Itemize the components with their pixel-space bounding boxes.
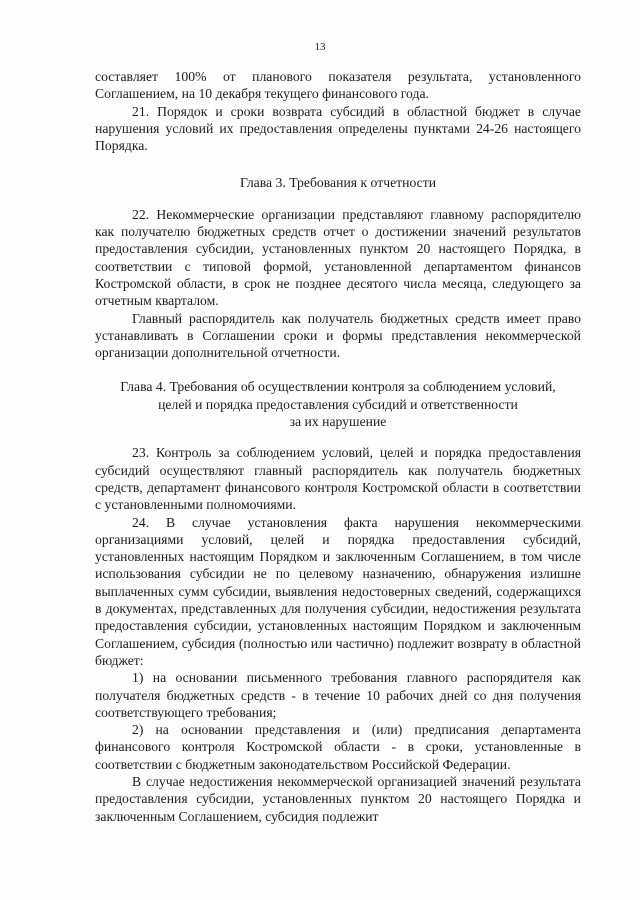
chapter-4-heading-line-2: целей и порядка предоставления субсидий и ответственности	[158, 396, 518, 412]
paragraph-22: 22. Некоммерческие организации представляют главному распорядителю как получателю бюджетных средств отчет о достижении значений результатов предоставления субсидии, установленных пунктом 20 настоящего Порядка, в соответствии с типовой формой, установленной департаментом финансов Костромской области, в срок не позднее десятого числа месяца, следующего за отчетным кварталом.	[95, 206, 581, 309]
paragraph-24-item-1: 1) на основании письменного требования главного распорядителя как получателя бюджетных средств - в течение 10 рабочих дней со дня получения соответствующего требования;	[95, 670, 581, 720]
paragraph-24-item-2: 2) на основании представления и (или) предписания департамента финансового контроля Костромской области - в сроки, установленные в соответствии с бюджетным законодательством Российской Федерации.	[95, 722, 581, 772]
paragraph-24-final: В случае недостижения некоммерческой организацией значений результата предоставления субсидии, установленных пунктом 20 настоящего Порядка и заключенным Соглашением, субсидия подлежит	[95, 773, 581, 824]
chapter-4-heading-line-1: Глава 4. Требования об осуществлении контроля за соблюдением условий,	[120, 379, 556, 395]
chapter-3-heading: Глава 3. Требования к отчетности	[239, 175, 437, 191]
paragraph-continuation: составляет 100% от планового показателя результата, установленного Соглашением, на 10 декабря текущего финансового года.	[95, 69, 581, 102]
page-number: 13	[314, 41, 326, 53]
paragraph-21: 21. Порядок и сроки возврата субсидий в областной бюджет в случае нарушения условий их предоставления определены пунктами 24-26 настоящего Порядка.	[95, 103, 581, 154]
chapter-4-heading	[95, 378, 581, 430]
chapter-4-heading-line-3: за их нарушение	[289, 414, 387, 430]
paragraph-22-continued: Главный распорядитель как получатель бюджетных средств имеет право устанавливать в Соглашении сроки и формы представления некоммерческой организации дополнительной отчетности.	[95, 310, 581, 361]
paragraph-23: 23. Контроль за соблюдением условий, целей и порядка предоставления субсидий осуществляют главный распорядитель как получатель бюджетных средств, департамент финансового контроля Костромской области в соответствии с установленными полномочиями.	[95, 445, 581, 513]
document-body	[95, 68, 581, 825]
paragraph-24: 24. В случае установления факта нарушения некоммерческими организациями условий, целей и порядка предоставления субсидий, установленных настоящим Порядком и заключенным Соглашением, в том числе использования субсидии не по целевому назначению, обнаружения излишне выплаченных сумм субсидии, выявления недостоверных сведений, содержащихся в документах, представленных для получения субсидии, недостижения результата предоставления субсидии, установленных настоящим Порядком и заключенным Соглашением, субсидия (полностью или частично) подлежит возврату в областной бюджет:	[95, 514, 581, 668]
